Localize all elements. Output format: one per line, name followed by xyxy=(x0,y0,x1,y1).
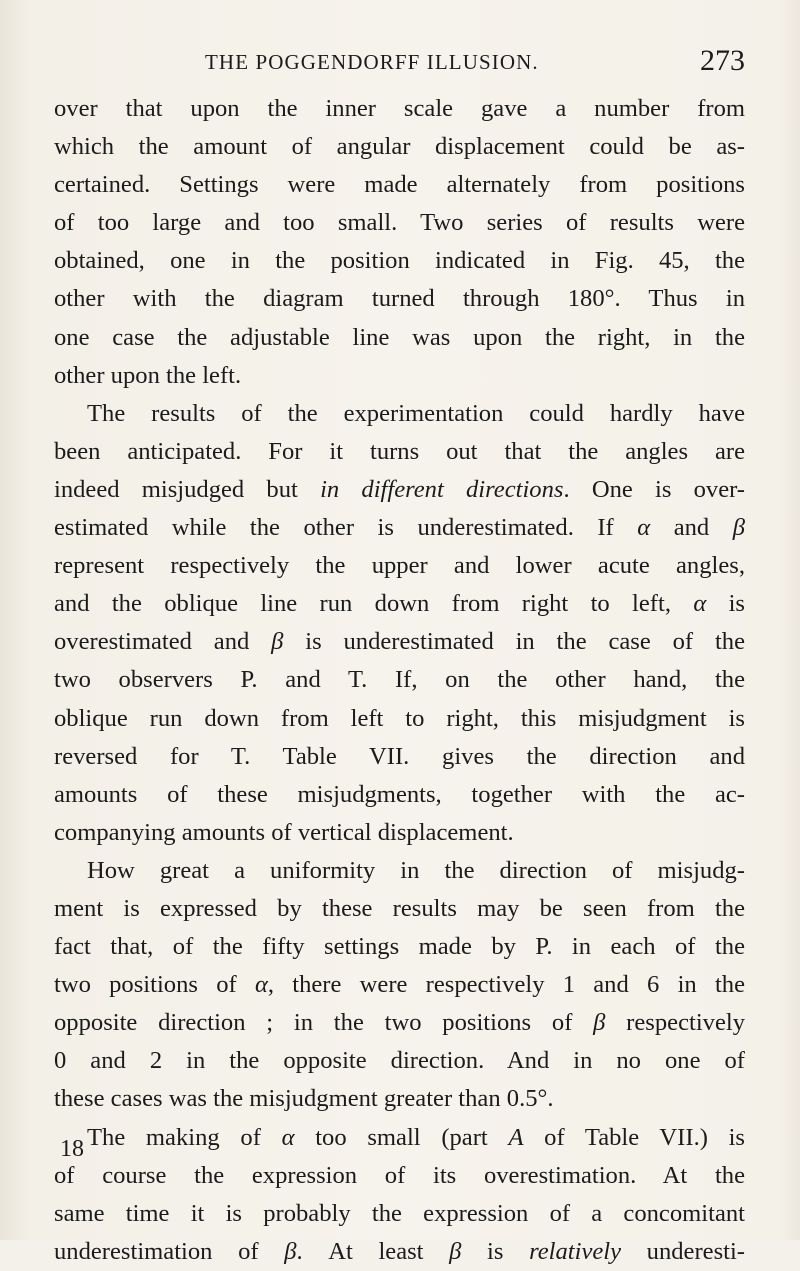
text-line: and the oblique line run down from right to left, α is xyxy=(54,590,745,618)
text-line: of too large and too small. Two series of results were xyxy=(54,209,745,237)
text-line: amounts of these misjudgments, together with the ac- xyxy=(54,780,745,808)
page-header xyxy=(205,44,745,84)
text-line: overestimated and β is underestimated in the case of the xyxy=(54,628,745,656)
text-line: The making of α too small (part A of Table VII.) is xyxy=(87,1123,746,1151)
text-line: fact that, of the fifty settings made by P. in each of the xyxy=(54,933,745,961)
text-line: same time it is probably the expression of a concomitant xyxy=(54,1199,745,1227)
text-line: other upon the left. xyxy=(54,361,242,389)
text-line: 0 and 2 in the opposite direction. And in no one of xyxy=(54,1047,745,1075)
text-line: indeed misjudged but in different directions. One is over- xyxy=(54,475,745,503)
text-line: been anticipated. For it turns out that the angles are xyxy=(54,437,745,465)
text-line: certained. Settings were made alternately from positions xyxy=(54,171,745,199)
text-line: two positions of α, there were respectively 1 and 6 in the xyxy=(54,971,745,999)
text-line: estimated while the other is underestimated. If α and β xyxy=(54,514,745,542)
body-text xyxy=(54,90,745,1271)
text-line: other with the diagram turned through 180°. Thus in xyxy=(54,285,745,313)
text-line: of course the expression of its overestimation. At the xyxy=(54,1161,745,1189)
signature-mark: 18 xyxy=(60,1136,84,1162)
text-line: underestimation of β. At least β is relatively underesti- xyxy=(54,1237,745,1265)
text-line: oblique run down from left to right, this misjudgment is xyxy=(54,704,745,732)
text-line: one case the adjustable line was upon the right, in the xyxy=(54,323,745,351)
text-line: The results of the experimentation could hardly have xyxy=(87,399,745,427)
text-line: obtained, one in the position indicated in Fig. 45, the xyxy=(54,247,745,275)
text-line: two observers P. and T. If, on the other hand, the xyxy=(54,666,745,694)
page-number: 273 xyxy=(700,44,745,77)
text-line: reversed for T. Table VII. gives the direction and xyxy=(54,742,745,770)
text-line: these cases was the misjudgment greater than 0.5°. xyxy=(54,1085,554,1113)
text-line: ment is expressed by these results may be seen from the xyxy=(54,894,745,922)
text-line: companying amounts of vertical displacement. xyxy=(54,818,514,846)
text-line: How great a uniformity in the direction of misjudg- xyxy=(87,856,745,884)
text-line: which the amount of angular displacement could be as- xyxy=(54,133,745,161)
text-line: over that upon the inner scale gave a number from xyxy=(54,95,745,122)
text-line: represent respectively the upper and lower acute angles, xyxy=(54,552,745,580)
text-line: opposite direction ; in the two positions of β respectively xyxy=(54,1009,745,1037)
running-head: THE POGGENDORFF ILLUSION. xyxy=(205,50,539,74)
